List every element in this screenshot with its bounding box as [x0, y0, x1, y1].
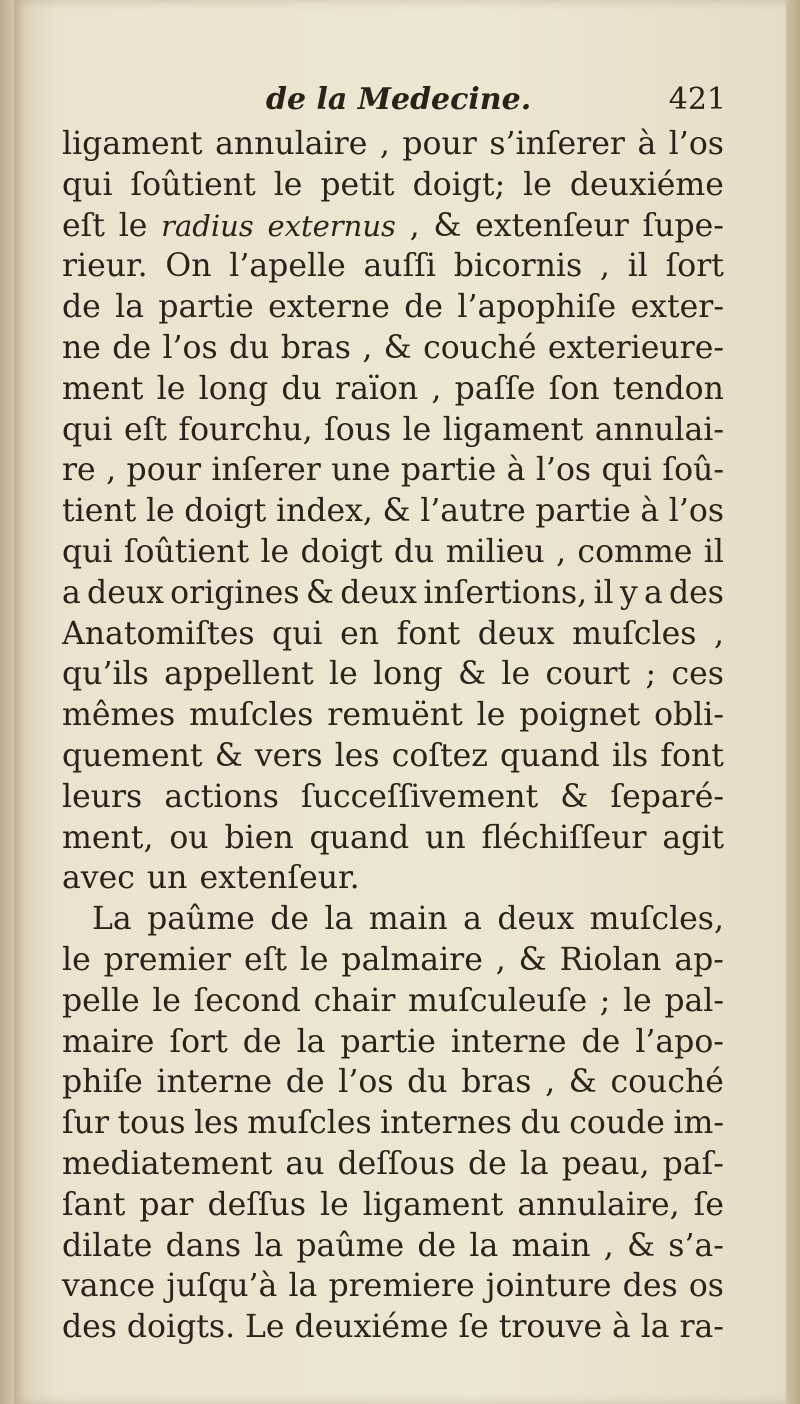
- word: long: [198, 370, 269, 407]
- word: ligament: [362, 1186, 504, 1223]
- word: le: [476, 697, 506, 734]
- text-line: [62, 1185, 724, 1226]
- word: phiſe: [62, 1064, 143, 1101]
- word: du: [229, 329, 270, 366]
- word: extenſeur.: [199, 860, 360, 897]
- word: de: [270, 901, 310, 938]
- word: deuxiéme: [569, 166, 724, 203]
- word: qui: [62, 411, 113, 448]
- word: pour: [402, 126, 477, 162]
- word: ,: [379, 126, 390, 162]
- word: ſous: [324, 411, 392, 448]
- word: ligament: [442, 411, 584, 448]
- word: auſſi: [363, 248, 436, 285]
- word: doigt: [184, 493, 267, 530]
- word: l’os: [162, 329, 218, 366]
- word: à: [506, 452, 526, 489]
- word: ſupe-: [642, 207, 724, 244]
- word: radius: [161, 208, 254, 243]
- word: le: [260, 533, 290, 570]
- word: ,: [106, 452, 117, 489]
- word: coude: [569, 1105, 665, 1142]
- word: par: [139, 1186, 194, 1223]
- word: &: [382, 493, 411, 530]
- word: la: [519, 1145, 549, 1182]
- word: deux: [477, 615, 555, 652]
- word: l’apelle: [229, 248, 346, 285]
- word: de: [285, 1064, 325, 1101]
- page-gutter-shadow: [0, 0, 14, 1404]
- word: interne: [156, 1064, 273, 1101]
- word: muſcles,: [589, 901, 724, 938]
- word: bras: [280, 329, 351, 366]
- word: obli-: [654, 697, 724, 734]
- text-line: [62, 532, 724, 573]
- word: tendon: [612, 370, 724, 407]
- word: a: [643, 574, 663, 611]
- word: la: [640, 1309, 670, 1346]
- word: ap-: [674, 941, 724, 978]
- page-number: 421: [668, 82, 726, 117]
- word: tient: [62, 493, 137, 530]
- word: pour: [126, 452, 202, 489]
- word: poignet: [519, 697, 641, 734]
- word: jointure: [485, 1268, 612, 1305]
- word: le: [622, 982, 652, 1019]
- word: appellent: [164, 656, 314, 693]
- word: ſoûtient: [130, 166, 256, 203]
- word: ſucceſſivement: [301, 778, 539, 815]
- word: coſtez: [391, 737, 488, 774]
- word: des: [62, 1309, 117, 1346]
- word: Anatomiſtes: [62, 615, 255, 652]
- word: le: [152, 982, 181, 1019]
- word: La: [92, 901, 132, 938]
- word: partie: [400, 452, 497, 489]
- word: il: [703, 533, 724, 570]
- word: ſoûtient: [123, 533, 250, 570]
- word: Le: [245, 1309, 285, 1346]
- word: le: [273, 166, 303, 203]
- word: font: [396, 615, 461, 652]
- word: ſecond: [193, 982, 301, 1019]
- word: de: [112, 329, 152, 366]
- word: le: [156, 370, 186, 407]
- word: il: [593, 574, 614, 611]
- word: eſt: [62, 207, 105, 244]
- word: de: [581, 1023, 621, 1060]
- word: dans: [165, 1227, 242, 1264]
- word: l’os: [535, 452, 592, 489]
- word: ra-: [679, 1309, 724, 1346]
- word: milieu: [445, 533, 545, 570]
- word: avec: [62, 860, 135, 897]
- text-line: [62, 858, 724, 899]
- word: rieur.: [62, 248, 148, 285]
- word: le: [118, 207, 148, 244]
- text-line: [62, 246, 724, 287]
- word: ,: [495, 941, 506, 978]
- word: des: [622, 1268, 678, 1305]
- word: vers: [254, 737, 323, 774]
- word: ſur: [62, 1105, 110, 1142]
- word: inſertions,: [423, 574, 588, 611]
- running-title: de la Medecine.: [266, 82, 532, 117]
- word: la: [324, 901, 354, 938]
- word: ils: [611, 737, 649, 774]
- word: la: [254, 1227, 284, 1264]
- word: paſ-: [662, 1145, 724, 1182]
- word: origines: [170, 574, 300, 611]
- word: ment,: [62, 819, 154, 856]
- word: ligament: [62, 126, 203, 162]
- word: raïon: [335, 370, 419, 407]
- page-edge: [786, 0, 800, 1404]
- word: ;: [599, 982, 611, 1019]
- word: de: [404, 289, 444, 326]
- word: doigt;: [412, 166, 506, 203]
- word: actions: [164, 778, 279, 815]
- word: les: [334, 737, 380, 774]
- word: l’apo-: [635, 1023, 724, 1060]
- word: im-: [673, 1105, 724, 1142]
- word: &: [560, 778, 589, 815]
- word: des: [669, 574, 724, 611]
- word: court: [545, 656, 631, 693]
- word: externe: [268, 289, 390, 326]
- word: &: [214, 737, 243, 774]
- word: la: [469, 1227, 499, 1264]
- word: la: [296, 1023, 326, 1060]
- word: quand: [500, 737, 600, 774]
- text-line: [62, 369, 724, 410]
- word: deſſous: [337, 1145, 455, 1182]
- word: y: [619, 574, 638, 611]
- word: remuënt: [327, 697, 463, 734]
- word: chair: [313, 982, 396, 1019]
- text-line: [62, 1022, 724, 1063]
- word: ſort: [169, 1023, 228, 1060]
- word: l’os: [668, 493, 724, 530]
- word: muſcles: [189, 697, 314, 734]
- word: annulai-: [594, 411, 724, 448]
- word: palmaire: [341, 941, 483, 978]
- word: du: [393, 533, 435, 570]
- word: trouve: [498, 1309, 603, 1346]
- word: l’autre: [420, 493, 526, 530]
- word: doigts.: [126, 1309, 236, 1346]
- word: interne: [450, 1023, 567, 1060]
- word: un: [425, 819, 466, 856]
- word: vance: [62, 1268, 156, 1305]
- word: qui: [601, 452, 653, 489]
- word: &: [458, 656, 487, 693]
- word: deux: [87, 574, 164, 611]
- text-line: [62, 410, 724, 451]
- word: ne: [62, 329, 101, 366]
- word: ou: [169, 819, 209, 856]
- word: le: [320, 1186, 349, 1223]
- word: Riolan: [559, 941, 662, 978]
- word: ſe: [458, 1309, 489, 1346]
- word: un: [146, 860, 188, 897]
- text-line: [62, 124, 724, 165]
- body-text: [62, 124, 724, 1348]
- word: du: [407, 1064, 448, 1101]
- text-line: [62, 1144, 724, 1185]
- word: couché: [610, 1064, 724, 1101]
- word: doigt: [300, 533, 383, 570]
- word: maire: [62, 1023, 155, 1060]
- word: quement: [62, 737, 203, 774]
- word: deuxiéme: [294, 1309, 449, 1346]
- word: partie: [535, 493, 631, 530]
- word: à: [640, 493, 660, 530]
- word: bras: [461, 1064, 532, 1101]
- word: ſort: [665, 248, 724, 285]
- word: pelle: [62, 982, 140, 1019]
- text-line: [62, 1103, 724, 1144]
- word: de: [62, 289, 101, 326]
- text-line: [62, 328, 724, 369]
- word: ſeparé-: [610, 778, 724, 815]
- word: s’inſerer: [489, 126, 625, 162]
- word: ,: [556, 533, 567, 570]
- word: dilate: [62, 1227, 153, 1264]
- word: os: [688, 1268, 724, 1305]
- word: partie: [158, 289, 254, 326]
- word: inſerer: [211, 452, 321, 489]
- word: ſon: [548, 370, 600, 407]
- text-line: [62, 1226, 724, 1267]
- word: mediatement: [62, 1145, 273, 1182]
- word: qui: [62, 533, 113, 570]
- text-line: [62, 1062, 724, 1103]
- word: ,: [362, 329, 373, 366]
- word: fléchiſſeur: [481, 819, 647, 856]
- word: ment: [62, 370, 144, 407]
- word: le: [402, 411, 432, 448]
- word: long: [373, 656, 443, 693]
- text-line: [62, 450, 724, 491]
- word: l’os: [668, 126, 724, 162]
- word: à: [612, 1309, 631, 1346]
- word: re: [62, 452, 96, 489]
- word: la: [115, 289, 145, 326]
- word: On: [165, 248, 212, 285]
- word: petit: [320, 166, 395, 203]
- word: &: [568, 1064, 597, 1101]
- text-line: [62, 1307, 724, 1348]
- word: l’os: [338, 1064, 394, 1101]
- word: peau,: [561, 1145, 650, 1182]
- word: l’apophiſe: [457, 289, 617, 326]
- word: bicornis: [453, 248, 583, 285]
- word: partie: [340, 1023, 436, 1060]
- word: au: [285, 1145, 325, 1182]
- word: muſculeuſe: [408, 982, 588, 1019]
- word: fourchu,: [178, 411, 313, 448]
- word: à: [637, 126, 657, 162]
- word: eſt: [243, 941, 287, 978]
- word: ces: [671, 656, 724, 693]
- word: mêmes: [62, 697, 176, 734]
- word: paûme: [296, 1227, 405, 1264]
- word: main: [368, 901, 448, 938]
- word: couché: [423, 329, 537, 366]
- text-line: [62, 654, 724, 695]
- text-line: [62, 818, 724, 859]
- word: de: [417, 1227, 457, 1264]
- word: le: [523, 166, 552, 203]
- word: paſſe: [454, 370, 536, 407]
- word: annulaire: [215, 126, 368, 162]
- text-line: [62, 1266, 724, 1307]
- word: le: [329, 656, 358, 693]
- word: les: [193, 1105, 239, 1142]
- text-line: [62, 695, 724, 736]
- word: ;: [645, 656, 657, 693]
- word: deux: [340, 574, 418, 611]
- text-line: [62, 165, 724, 206]
- word: premiere: [328, 1268, 475, 1305]
- word: muſcles: [572, 615, 697, 652]
- word: muſcles: [247, 1105, 372, 1142]
- word: &: [433, 207, 462, 244]
- word: tous: [117, 1105, 186, 1142]
- text-line: [62, 899, 724, 940]
- word: ,: [603, 1227, 614, 1264]
- running-head: [66, 76, 726, 126]
- word: comme: [577, 533, 693, 570]
- word: deſſus: [207, 1186, 307, 1223]
- text-line: [62, 981, 724, 1022]
- word: ſoû-: [662, 452, 724, 489]
- word: ,: [431, 370, 442, 407]
- word: de: [468, 1145, 507, 1182]
- word: externus: [267, 208, 396, 243]
- word: &: [627, 1227, 656, 1264]
- word: exterieure-: [547, 329, 724, 366]
- word: internes: [380, 1105, 512, 1142]
- word: ſant: [62, 1186, 126, 1223]
- word: deux: [497, 901, 575, 938]
- word: la: [288, 1268, 318, 1305]
- word: du: [281, 370, 322, 407]
- word: il: [627, 248, 648, 285]
- word: &: [383, 329, 412, 366]
- text-line: [62, 940, 724, 981]
- word: s’a-: [668, 1227, 724, 1264]
- text-line: [62, 287, 724, 328]
- word: a: [62, 574, 81, 611]
- word: le: [299, 941, 329, 978]
- word: ,: [545, 1064, 556, 1101]
- word: en: [340, 615, 380, 652]
- word: quand: [309, 819, 410, 856]
- word: index,: [275, 493, 373, 530]
- word: premier: [103, 941, 232, 978]
- text-line: [62, 736, 724, 777]
- text-line: [62, 614, 724, 655]
- word: paûme: [147, 901, 255, 938]
- word: le: [501, 656, 531, 693]
- word: a: [463, 901, 482, 938]
- text-line: [62, 206, 724, 247]
- word: du: [520, 1105, 561, 1142]
- text-line: [62, 491, 724, 532]
- word: qu’ils: [62, 656, 149, 693]
- text-line: [62, 777, 724, 818]
- text-line: [62, 573, 724, 614]
- word: ,: [713, 615, 724, 652]
- word: le: [145, 493, 175, 530]
- word: le: [62, 941, 91, 978]
- word: ſe: [693, 1186, 724, 1223]
- word: ,: [599, 248, 610, 285]
- word: extenſeur: [475, 207, 629, 244]
- word: annulaire,: [517, 1186, 680, 1223]
- word: juſqu’à: [166, 1268, 278, 1305]
- word: &: [305, 574, 334, 611]
- word: ,: [409, 207, 420, 244]
- word: qui: [272, 615, 323, 652]
- word: eſt: [123, 411, 167, 448]
- word: leurs: [62, 778, 143, 815]
- word: de: [242, 1023, 282, 1060]
- word: une: [331, 452, 391, 489]
- word: &: [518, 941, 547, 978]
- word: font: [660, 737, 724, 774]
- word: bien: [224, 819, 294, 856]
- word: main: [511, 1227, 591, 1264]
- word: qui: [62, 166, 113, 203]
- word: exter-: [630, 289, 724, 326]
- word: pal-: [664, 982, 724, 1019]
- word: agit: [662, 819, 724, 856]
